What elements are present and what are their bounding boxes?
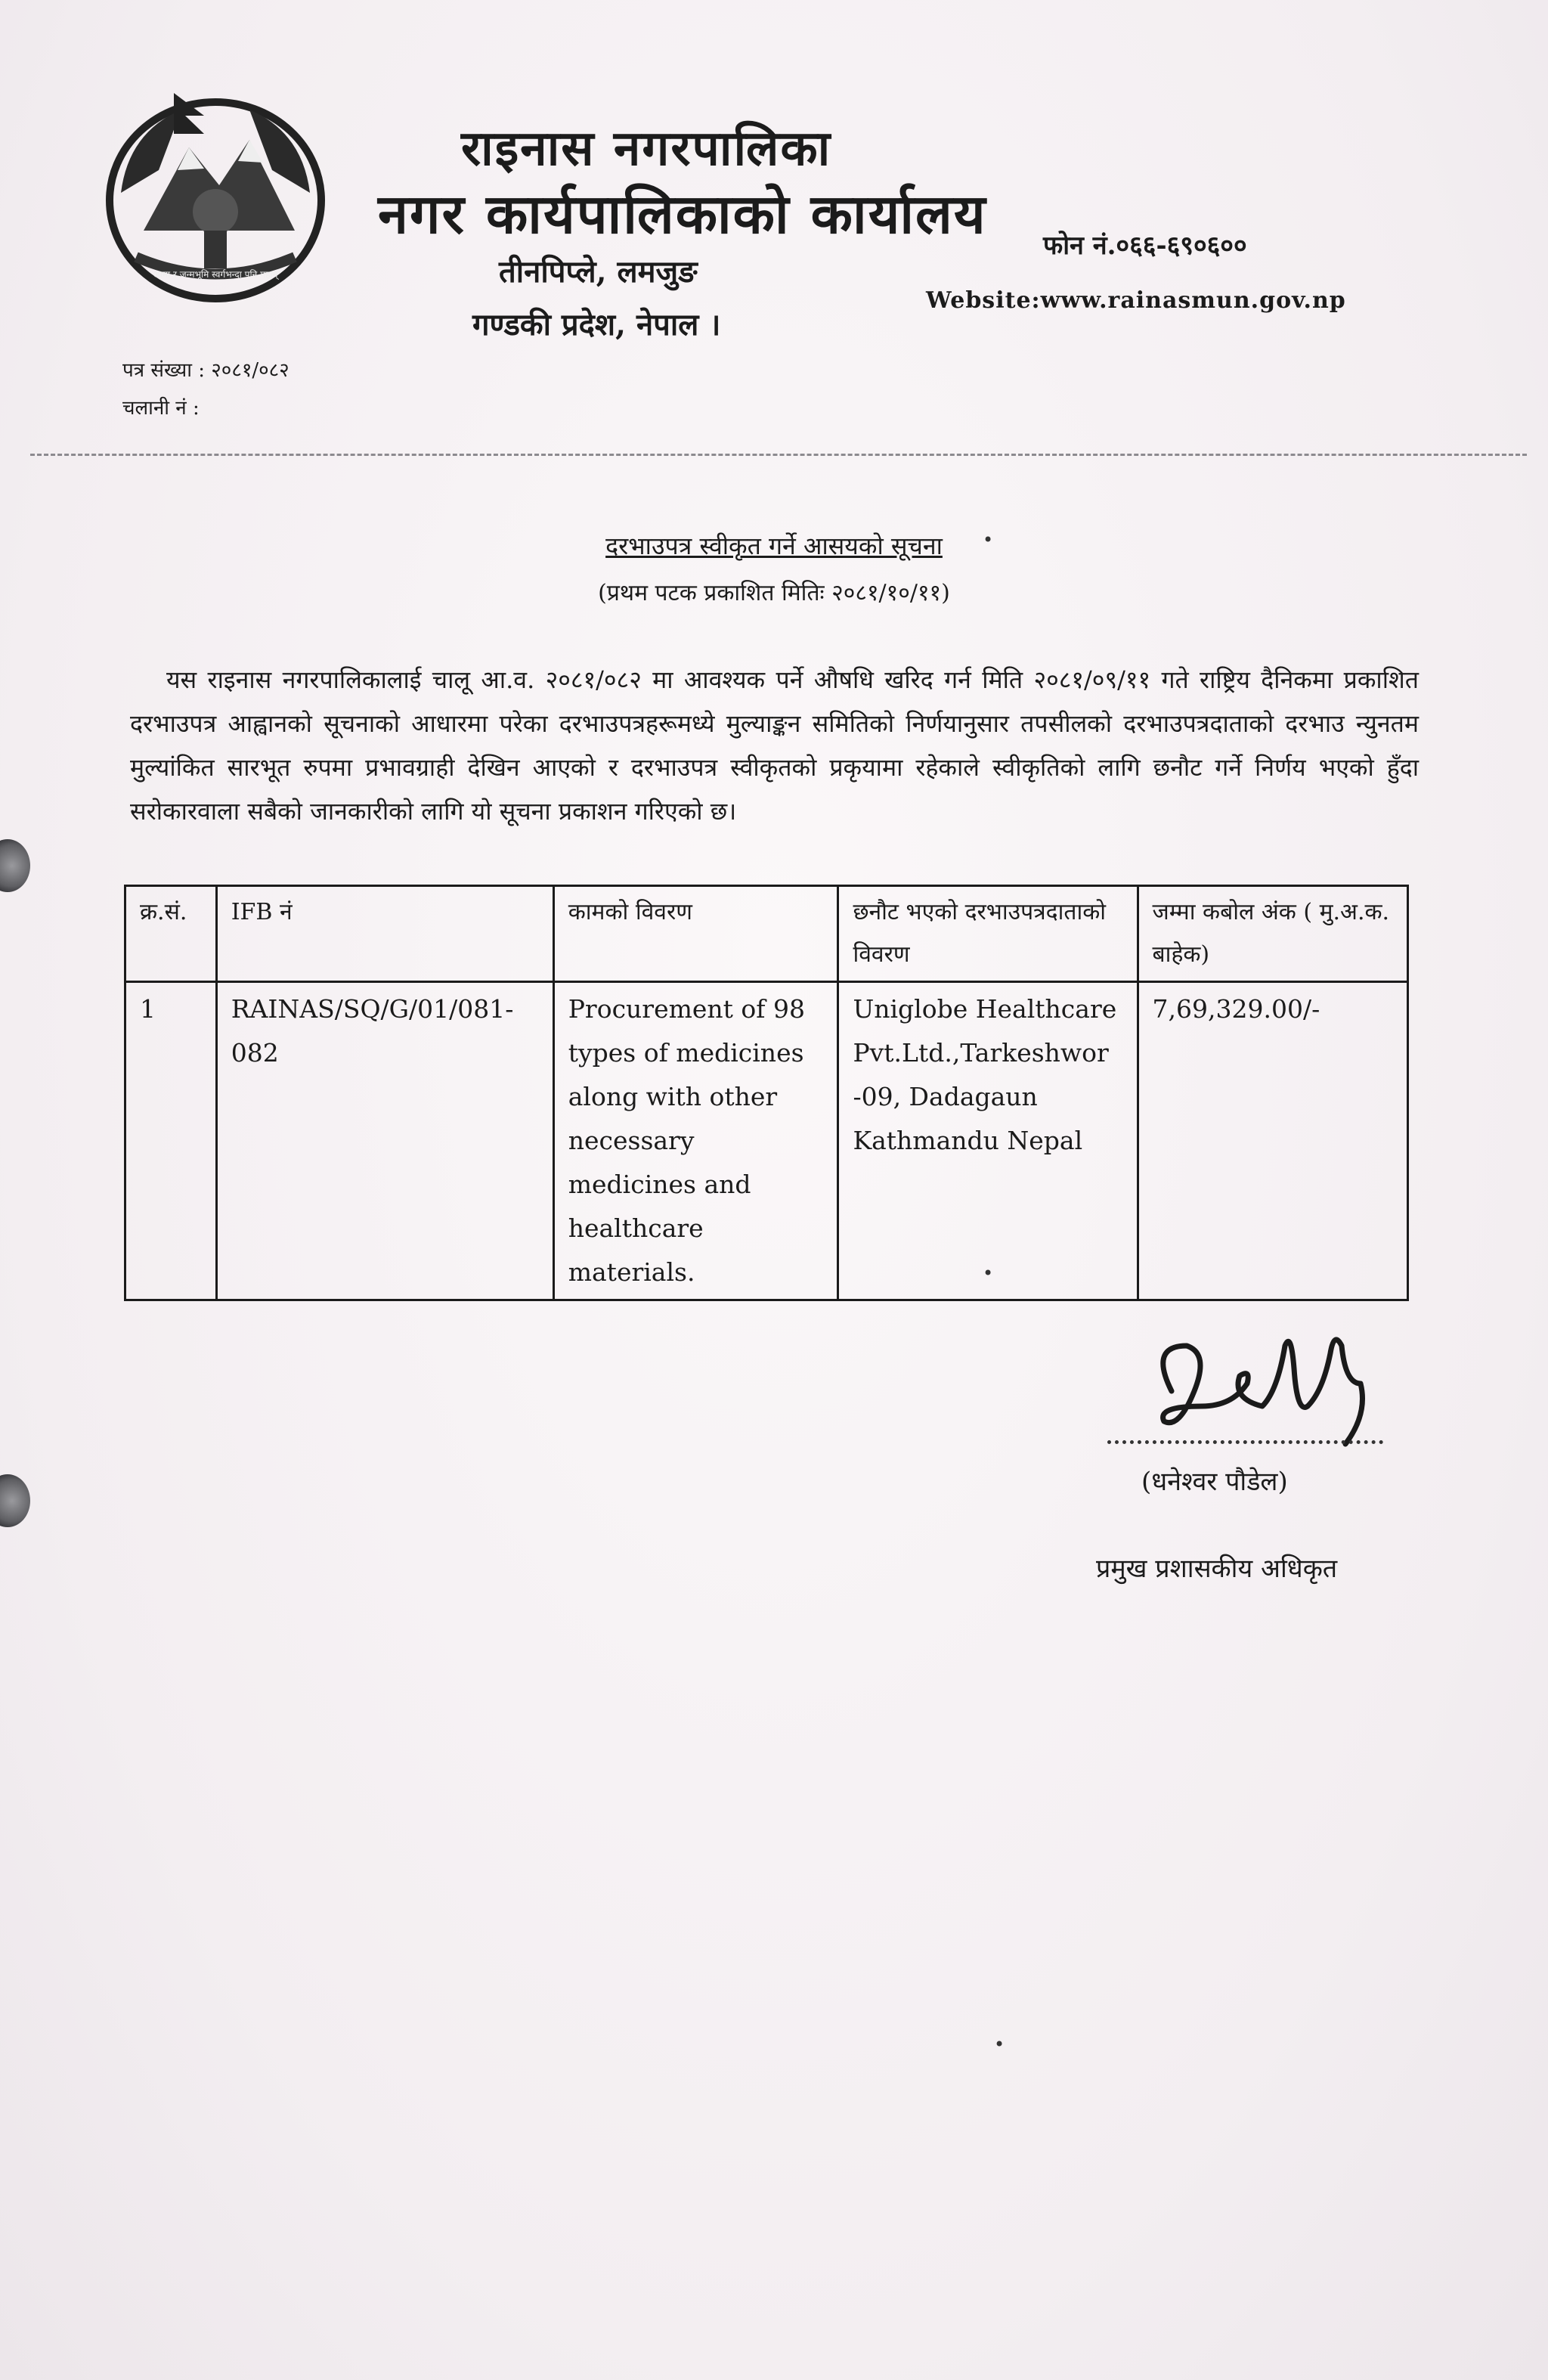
municipality-name: राइनास नगरपालिका <box>461 120 832 177</box>
notice-title: दरभाउपत्र स्वीकृत गर्ने आसयको सूचना <box>605 531 943 560</box>
header-serial-no: क्र.सं. <box>125 886 217 982</box>
stamp-mark: • <box>994 2034 1005 2055</box>
header-selected-bidder: छनौट भएको दरभाउपत्रदाताको विवरण <box>838 886 1138 982</box>
government-emblem <box>91 79 340 314</box>
signatory-name: (धनेश्वर पौडेल) <box>1141 1467 1288 1497</box>
stamp-mark: • <box>983 1263 994 1284</box>
header-ifb-no: IFB नं <box>216 886 553 982</box>
notice-publish-date: (प्रथम पटक प्रकाशित मितिः २०८१/१०/११) <box>598 580 950 606</box>
cell-total-bid-amount: 7,69,329.00/- <box>1138 982 1407 1300</box>
reference-number: पत्र संख्या : २०८१/०८२ <box>122 359 289 382</box>
signatory-designation: प्रमुख प्रशासकीय अधिकृत <box>1096 1554 1338 1584</box>
address-line-1: तीनपिप्ले, लमजुङ <box>499 254 698 290</box>
header-divider <box>30 454 1527 456</box>
cell-serial-no: 1 <box>125 982 217 1300</box>
header-total-bid-amount: जम्मा कबोल अंक ( मु.अ.क. बाहेक) <box>1138 886 1407 982</box>
dispatch-number: चलानी नं : <box>122 397 200 420</box>
website-link[interactable]: Website:www.rainasmun.gov.np <box>926 287 1346 314</box>
cell-work-description: Procurement of 98 types of medicines along with other necessary medicines and healthcare materials. <box>553 982 838 1300</box>
table-row <box>125 982 1408 1300</box>
cell-selected-bidder: Uniglobe Healthcare Pvt.Ltd.,Tarkeshwor -09, Dadagaun Kathmandu Nepal <box>838 982 1138 1300</box>
address-line-2: गण्डकी प्रदेश, नेपाल । <box>472 307 721 342</box>
signature-line <box>1107 1440 1383 1444</box>
table-header-row <box>125 886 1408 982</box>
handwritten-signature <box>1119 1300 1391 1459</box>
header-work-description: कामको विवरण <box>553 886 838 982</box>
emblem-motto: आमा र जन्मभूमि स्वर्गभन्दा पनि महान् <box>153 269 278 280</box>
cell-ifb-no: RAINAS/SQ/G/01/081-082 <box>216 982 553 1300</box>
office-name: नगर कार्यपालिकाको कार्यालय <box>378 181 987 246</box>
stamp-mark: • <box>983 529 994 550</box>
notice-body: यस राइनास नगरपालिकालाई चालू आ.व. २०८१/०८२ मा आवश्यक पर्ने औषधि खरिद गर्न मिति २०८१/०९/११ गते राष्ट्रिय दैनिकमा प्रकाशित दरभाउपत्र आह्वानको सूचनाको आधारमा परेका दरभाउपत्रहरूमध्ये मुल्याङ्कन समितिको निर्णयानुसार तपसीलको दरभाउपत्रदाताको दरभाउ न्युनतम मुल्यांकित सारभूत रुपमा प्रभावग्राही देखिन आएको र दरभाउपत्र स्वीकृतको प्रकृयामा रहेकाले स्वीकृतिको लागि छनौट गर्ने निर्णय भएको हुँदा सरोकारवाला सबैको जानकारीको लागि यो सूचना प्रकाशन गरिएको छ। <box>130 665 1419 826</box>
selected-bidder-table <box>124 885 1409 1301</box>
phone-number: फोन नं.०६६-६९०६०० <box>1043 231 1247 261</box>
